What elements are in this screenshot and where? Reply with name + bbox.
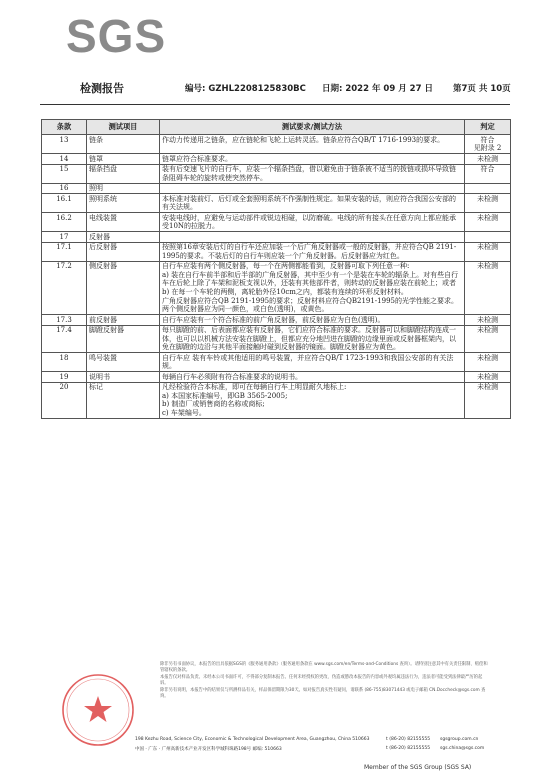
terms-line: 本报告仅对样品负责。未经本公司书面许可，不得部分复制本报告。任何未经授权的更改、伪造或篡改本报告的内容或外观均属违法行为，违法者可能受到法律最严厉的起诉。 xyxy=(160,674,483,687)
clause-cell: 15 xyxy=(42,164,87,183)
sgs-logo xyxy=(64,12,168,58)
report-date: 日期: 2022 年 09 月 27 日 xyxy=(322,84,433,94)
verdict-cell xyxy=(465,183,511,194)
seal-graphic xyxy=(60,672,136,748)
requirement-cell: 链罩应符合标准要求。 xyxy=(160,154,465,165)
email[interactable]: sgs.china@sgs.com xyxy=(440,746,485,751)
requirement-cell xyxy=(160,183,465,194)
requirement-cell: 每辆自行车必须附有符合标准要求的说明书。 xyxy=(160,372,465,383)
address-english: 198 Kezhu Road, Science City, Economic & Technological Development Area, Guangzhou, China 510663 xyxy=(135,737,370,742)
requirement-cell: 作动力传递用之链条，应在链轮和飞轮上运转灵活。链条应符合QB/T 1716-1993的要求。 xyxy=(160,135,465,154)
item-cell: 电线装置 xyxy=(87,213,160,232)
table-row xyxy=(42,382,511,418)
report-title: 检测报告 xyxy=(80,82,124,95)
item-cell: 链罩 xyxy=(87,154,160,165)
verdict-cell: 未检测 xyxy=(465,194,511,213)
verdict-cell: 未检测 xyxy=(465,382,511,418)
clause-cell: 17.2 xyxy=(42,261,87,314)
terms-block xyxy=(160,662,490,701)
requirement-cell: 自行车应装有两个侧反射器，每一个在两侧都能看到，反射器可取下列任意一种: a) 装在自行车前半部和后半部的广角反射器，其中至少有一个是装在车轮的辐条上。对有些自行车在后轮上除了车架和泥板支视以外，还装有其他部件者，则转动的反射器应装在前轮上；或者 b) 在每一个车轮的两侧，离轮胎外径10cm之内，都装有连续的环形反射材料。 广角反射器应符合QB 2191-1995的要求；反射材料应符合QB2191-1995的光学性能之要求。两个侧反射器应为同一颜色，或白色(透明)，或黄色。 xyxy=(160,261,465,314)
header-requirement: 测试要求/测试方法 xyxy=(160,120,465,135)
requirement-cell: 自行车应 装有车铃或其他适用的鸣号装置，并应符合QB/T 1723-1993和我国公安部的有关法规。 xyxy=(160,353,465,372)
verdict-cell: 未检测 xyxy=(465,353,511,372)
verdict-cell: 符合 xyxy=(465,164,511,183)
requirement-cell: 本标准对装前灯、后灯或全套照明系统不作强制性规定。如果安装的话，则应符合我国公安部的有关法规。 xyxy=(160,194,465,213)
phone-1: t (86-20) 82155555 xyxy=(386,737,431,742)
table-row xyxy=(42,213,511,232)
clause-cell: 16 xyxy=(42,183,87,194)
sgs-logo-graphic xyxy=(64,12,168,58)
table-row xyxy=(42,154,511,165)
official-seal xyxy=(60,672,136,748)
member-statement: Member of the SGS Group (SGS SA) xyxy=(364,764,472,771)
table-row xyxy=(42,315,511,326)
item-cell: 脚蹬反射器 xyxy=(87,325,160,353)
verdict-cell xyxy=(465,232,511,243)
table-header-row xyxy=(42,120,511,135)
table-row xyxy=(42,232,511,243)
table-row xyxy=(42,242,511,261)
requirement-cell: 装有后变速飞片的自行车，应装一个辐条挡盘，借以避免由于链条被不适当的拨链或损坏导致链条阻碍车轮的旋转或使突然停车。 xyxy=(160,164,465,183)
header-clause: 条款 xyxy=(42,120,87,135)
address-chinese: 中国 · 广东 · 广州高新技术产业开发区科学城科珠路198号 邮编: 510663 xyxy=(135,747,282,752)
table-row xyxy=(42,194,511,213)
item-cell: 反射器 xyxy=(87,232,160,243)
clause-cell: 17.1 xyxy=(42,242,87,261)
verdict-cell: 未检测 xyxy=(465,315,511,326)
header-verdict: 判定 xyxy=(465,120,511,135)
test-results-table xyxy=(41,119,511,419)
table-row xyxy=(42,164,511,183)
clause-cell: 16.2 xyxy=(42,213,87,232)
phone-2: t (86-20) 82155555 xyxy=(386,746,431,751)
requirement-cell: 按照第16章安装后灯的自行车还应加装一个后广角反射器或一般的反射器，并应符合QB 2191-1995的要求。不装后灯的自行车则应装一个广角反射器。后反射器应为红色。 xyxy=(160,242,465,261)
clause-cell: 18 xyxy=(42,353,87,372)
terms-line: 除非另有说明，本报告中的结果仅与所测样品有关，样品保留期限为30天。如对报告真实性有疑问，请联系 (86-755)83071443 或电子邮箱 CN.Doccheck@sgs.com 查询。 xyxy=(160,687,486,700)
item-cell: 照明系统 xyxy=(87,194,160,213)
item-cell: 侧反射器 xyxy=(87,261,160,314)
clause-cell: 19 xyxy=(42,372,87,383)
table-row xyxy=(42,353,511,372)
requirement-cell: 凡经检验符合本标准，即可在每辆自行车上明显耐久地标上: a) 本国家标准编号，即GB 3565-2005; b) 制造厂或销售商的名称或商标; c) 车架编号。 xyxy=(160,382,465,418)
verdict-cell: 未检测 xyxy=(465,213,511,232)
header-divider xyxy=(40,104,510,105)
page-indicator: 第7页 共 10页 xyxy=(453,84,511,94)
website[interactable]: sgsgroup.com.cn xyxy=(440,737,479,742)
table-row xyxy=(42,135,511,154)
item-cell: 后反射器 xyxy=(87,242,160,261)
verdict-cell: 未检测 xyxy=(465,154,511,165)
clause-cell: 17.4 xyxy=(42,325,87,353)
clause-cell: 17 xyxy=(42,232,87,243)
clause-cell: 20 xyxy=(42,382,87,418)
table-row xyxy=(42,325,511,353)
item-cell: 前反射器 xyxy=(87,315,160,326)
item-cell: 鸣号装置 xyxy=(87,353,160,372)
verdict-cell: 未检测 xyxy=(465,325,511,353)
requirement-cell: 自行车应装有一个符合标准的前广角反射器，前反射器应为白色(透明)。 xyxy=(160,315,465,326)
report-number: 编号: GZHL2208125830BC xyxy=(185,84,306,94)
verdict-cell: 未检测 xyxy=(465,372,511,383)
clause-cell: 16.1 xyxy=(42,194,87,213)
table-row xyxy=(42,183,511,194)
clause-cell: 14 xyxy=(42,154,87,165)
item-cell: 标记 xyxy=(87,382,160,418)
verdict-cell: 未检测 xyxy=(465,261,511,314)
requirement-cell xyxy=(160,232,465,243)
terms-line: 除非另有书面协议，本报告的出具依据SGS的《服务通用条款》（服务通用条款在 www.sgs.com/en/Terms-and-Conditions 查询）。请特别注意其中有关责任限制、赔偿和管辖权的条款。 xyxy=(160,662,488,674)
clause-cell: 17.3 xyxy=(42,315,87,326)
item-cell: 辐条挡盘 xyxy=(87,164,160,183)
table-row xyxy=(42,372,511,383)
requirement-cell: 每只脚蹬的前、后表面都应装有反射器，它们应符合标准的要求。反射器可以和脚蹬结构连成一体，也可以以机械方法安装在脚蹬上，但都应充分地凹进在脚蹬的边缘里面或反射器框架内，以免在脚蹬的边沿与其他平面接触时碰到反射器的镜面。脚蹬反射器应为黄色。 xyxy=(160,325,465,353)
table-row xyxy=(42,261,511,314)
clause-cell: 13 xyxy=(42,135,87,154)
header-test-item: 测试项目 xyxy=(87,120,160,135)
sgs-logo-text: SGS xyxy=(66,12,167,58)
requirement-cell: 安装电线时，应避免与运动部件或锐边相碰，以防磨破。电线的所有接头在任意方向上都应能承受10N的拉脱力。 xyxy=(160,213,465,232)
item-cell: 说明书 xyxy=(87,372,160,383)
item-cell: 链条 xyxy=(87,135,160,154)
verdict-cell: 未检测 xyxy=(465,242,511,261)
verdict-cell: 符合 见附录 2 xyxy=(465,135,511,154)
item-cell: 照明 xyxy=(87,183,160,194)
